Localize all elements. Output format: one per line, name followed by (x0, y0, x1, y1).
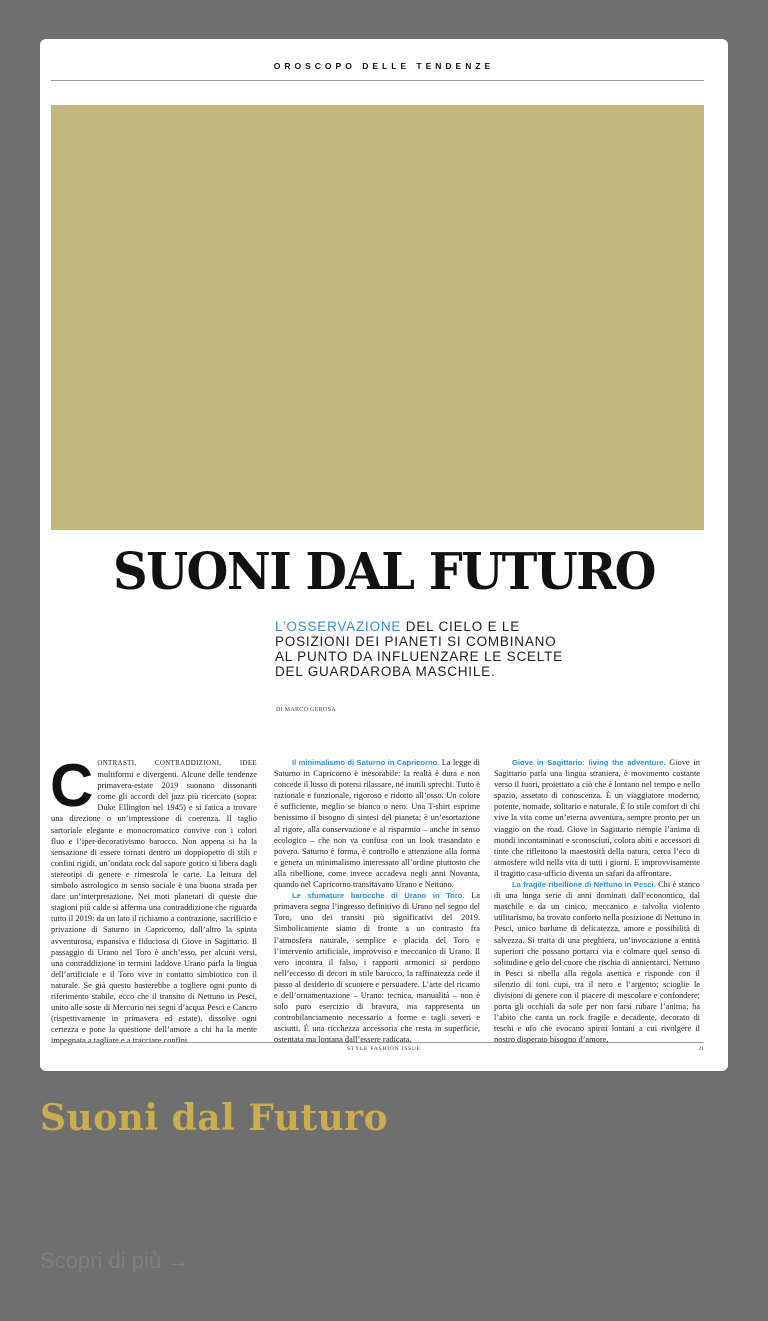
magazine-page (40, 39, 728, 1071)
section-subhead: Le sfumature barocche di Urano in Toro. (292, 891, 465, 901)
body-text: Giove in Sagittario parla una lingua straniera, è movimento costante verso il fuori, proiettato a ciò che è lontano nel tempo e nello spazio, assetato di conoscenza. È un viaggiatore moderno, potente, nomade, solitario e naturale. È lo stile comfort di chi vive la vita come un’eterna avventura, sempre pronto per un viaggio on the road. Giove in Sagittario riempie l’anima di mondi incontaminati e sconosciuti, colora abiti e accessori di tinte che riflettono la maestosità della natura, cerca l’eco di atmosfere wild nella vita di tutti i giorni. E improvvisamente il tragitto casa-ufficio diventa un safari da affrontare. (494, 758, 700, 878)
discover-more-link[interactable]: Scopri di più → (40, 1248, 190, 1273)
byline: DI MARCO GEROSA (276, 707, 336, 713)
article-photo (51, 105, 704, 530)
article-dek (275, 619, 575, 679)
body-column-3 (494, 757, 700, 1045)
body-column-2 (274, 757, 480, 1045)
top-rule (51, 80, 704, 81)
body-text: La legge di Saturno in Capricorno è inesorabile: la realtà è dura e non concede il lusso di potersi rilassare, né inutili sprechi. Tutto è razionale e funzionale, rigoroso e ridotto all’osso. Un colore è sufficiente, meglio se bianco o nero. Una T-shirt esprime benissimo il bisogno di sintesi del pianeta; è un’esortazione al rigore, alla conservazione e al risparmio – anche in senso ecologico – che non va confusa con un look trasandato e povero. Saturno è forma, è controllo e attenzione alla forma e genera un minimalismo interessato all’ordine piuttosto che alla ribellione, come invece accadeva negli anni Novanta, quando nel Capricorno transitavano Urano e Nettuno. (274, 758, 480, 890)
running-head: OROSCOPO DELLE TENDENZE (273, 61, 495, 71)
caption-title: Suoni dal Futuro (40, 1097, 389, 1139)
lead-in: ONTRASTI, CONTRADDIZIONI, IDEE (97, 759, 257, 767)
page-number: 21 (698, 1046, 704, 1052)
bottom-rule (51, 1042, 704, 1043)
dek-text: DEL CIELO E LE POSIZIONI DEI PIANETI SI COMBINANO AL PUNTO DA INFLUENZARE LE SCELTE DEL GUARDAROBA MASCHILE. (275, 619, 563, 679)
body-column-1 (50, 752, 257, 1046)
footer-issue: STYLE FASHION ISSUE (347, 1046, 421, 1052)
section-subhead: Giove in Sagittario: living the adventure. (512, 758, 666, 767)
body-text: La primavera segna l’ingresso definitivo di Urano nel segno del Toro, uno dei transiti più significativi del 2019. Simbolicamente siamo di fronte a un contrasto fra l’atmosfera naturale, semplice e placida del Toro e l’intervento artificiale, improvviso e meccanico di Urano. Il vero incontra il falso, i rapporti armonici si perdono nell’eccesso di decori in stile barocco, la raffinatezza cede il passo al desiderio di scuotere e persuadere. L’arte del ricamo e dell’ornamentazione – Urano: tecnica, manualità – non è solo puro esercizio di bravura, ma rappresenta un controbilanciamento necessario a forme e tagli severi e asciutti. È una ricchezza accessoria che resta in superficie, ostentata ma lontana dall’essere radicata. (274, 891, 480, 1045)
section-subhead: Il minimalismo di Saturno in Capricorno. (292, 758, 440, 767)
article-headline: SUONI DAL FUTURO (113, 542, 655, 602)
drop-cap: C (50, 752, 94, 819)
body-text: Chi è stanco di una lunga serie di anni dominati dall’economico, dal maschile e da un cinico, meccanico e talvolta violento utilitarismo, ha trovato conforto nella posizione di Nettuno in Pesci, unico barlume di delicatezza, amore e possibilità di salvezza. Si tratta di una preghiera, un’invocazione a entità superiori che possano portarci via e colmare quel senso di solitudine e gelo del cuore che rischia di annientarci. Nettuno in Pesci si ribella alla regola asettica e risponde con il silenzio di toni cupi, tra il nero e l’argento; scioglie le divisioni di genere con il piacere di mescolare e confondere; porta gli occhiali da sole per non farsi rubare l’anima; ha l’abito che canta un rock fragile e decadente, decorato di teschi e ufo che evocano spiriti lontani a cui rivolgere il nostro disperato bisogno d’amore. (494, 880, 700, 1045)
body-text: multiformi e divergenti. Alcune delle tendenze primavera-estate 2019 suonano dissonanti come gli accordi del jazz più ricercato (sopra: Duke Ellington nel 1945) e si fatica a trovare una direzione o un’impressione di coerenza. Il taglio sartoriale elegante e monocromatico convive con i colori fluo e l’iper-decorativismo barocco. Non appena si ha la sensazione di essere tornati dentro un doppiopetto di stili e confini rigidi, un’ondata rock dal sapore gotico si libera dagli stereotipi di genere e rimescola le carte. La lettura del simbolo astrologico in senso sociale è una buona strada per dare un’interpretazione. Nei moti planetari di queste due stagioni più calde si afferma una contraddizione che riguarda tutto il 2019: da un lato il richiamo a contrazione, sacrificio e privazione di Saturno in Capricorno, dall’altro la spinta avventurosa, espansiva e fiduciosa di Giove in Sagittario. Il passaggio di Urano nel Toro è anch’esso, per alcuni versi, una contraddizione in termini laddove Urano parla la lingua dell’artificiale e il Toro vive in contatto simbiotico con il naturale. Se già questo basterebbe a togliere ogni punto di riferimento stabile, ecco che il transito di Nettuno in Pesci, unito alle soste di Mercurio nei segni d’acqua Pesci e Cancro (rispettivamente in primavera ed estate), dissolve ogni certezza e pone la questione dell’amore a chi ha la mente impegnata a tagliare e a tracciare confini. (51, 770, 257, 1046)
dek-accent: L’OSSERVAZIONE (275, 619, 402, 634)
section-subhead: La fragile ribellione di Nettuno in Pesci. (512, 880, 656, 890)
